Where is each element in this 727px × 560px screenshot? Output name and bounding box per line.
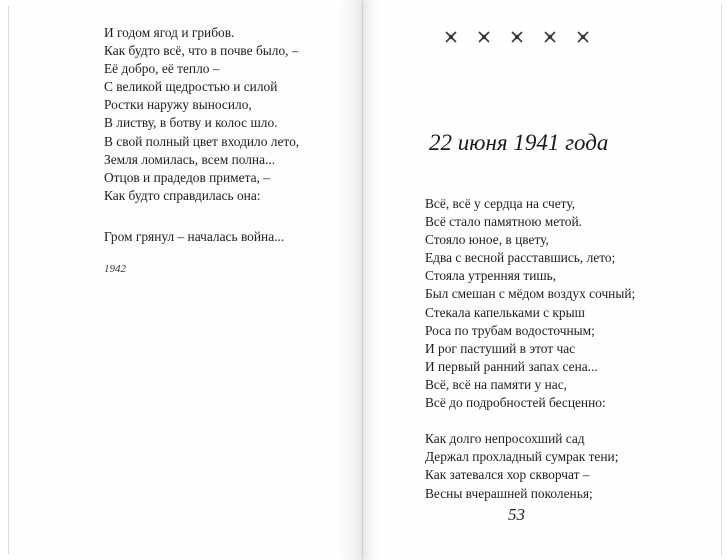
poem-line: Роса по трубам водосточным; [425,322,595,338]
poem-line: Ростки наружу выносило, [104,97,252,113]
ornament-cross-icon [510,30,524,44]
poem-line: Стояло юное, в цвету, [425,232,549,248]
ornament-cross-icon [576,30,590,44]
poem-line: Стекала капельками с крыш [425,304,585,320]
poem-line: Всё, всё у сердца на счету, [425,196,576,211]
poem-line: Весны вчерашней поколенья; [425,485,593,501]
poem-line: Её добро, её тепло – [104,61,220,77]
poem-line: Едва с весной расставшись, лето; [425,250,616,266]
book-gutter [362,2,363,558]
poem-line: И первый ранний запах сена... [425,358,598,374]
poem-line: Всё, всё на памяти у нас, [425,376,568,392]
ornament-cross-icon [543,30,557,44]
ornament-row [440,30,600,46]
ornament-cross-icon [444,30,458,44]
poem-final-line: Гром грянул – началась война... [104,229,285,244]
poem-line: Как затевался хор скворчат – [425,467,590,483]
poem-line: Всё до подробностей бесценно: [425,395,606,411]
ornament-cross-icon [477,30,491,44]
poem-line: Как будто справдилась она: [104,187,261,203]
poem-line: В листву, в ботву и колос шло. [104,115,278,131]
poem-line: Как долго непросохший сад [425,431,585,447]
poem-title: 22 июня 1941 года [429,130,609,155]
poem-line: Держал прохладный сумрак тени; [425,449,619,465]
stanza-break [425,412,635,430]
poem-line: Как будто всё, что в почве было, – [104,43,299,59]
poem-line: Земля ломилась, всем полна... [104,151,276,167]
poem-line: Всё стало памятною метой. [425,214,583,230]
left-page-stanza [104,24,299,205]
poem-line: И годом ягод и грибов. [104,25,235,40]
page-number: 53 [508,505,525,524]
right-page-stanzas [425,195,635,503]
poem-line: С великой щедростью и силой [104,79,278,95]
poem-line: И рог пастуший в этот час [425,340,576,356]
poem-line: Отцов и прадедов примета, – [104,169,270,185]
poem-line: Был смешан с мёдом воздух сочный; [425,286,636,302]
poem-line: Стояла утренняя тишь, [425,268,557,284]
poem-line: В свой полный цвет входило лето, [104,133,300,149]
poem-year: 1942 [104,263,126,275]
